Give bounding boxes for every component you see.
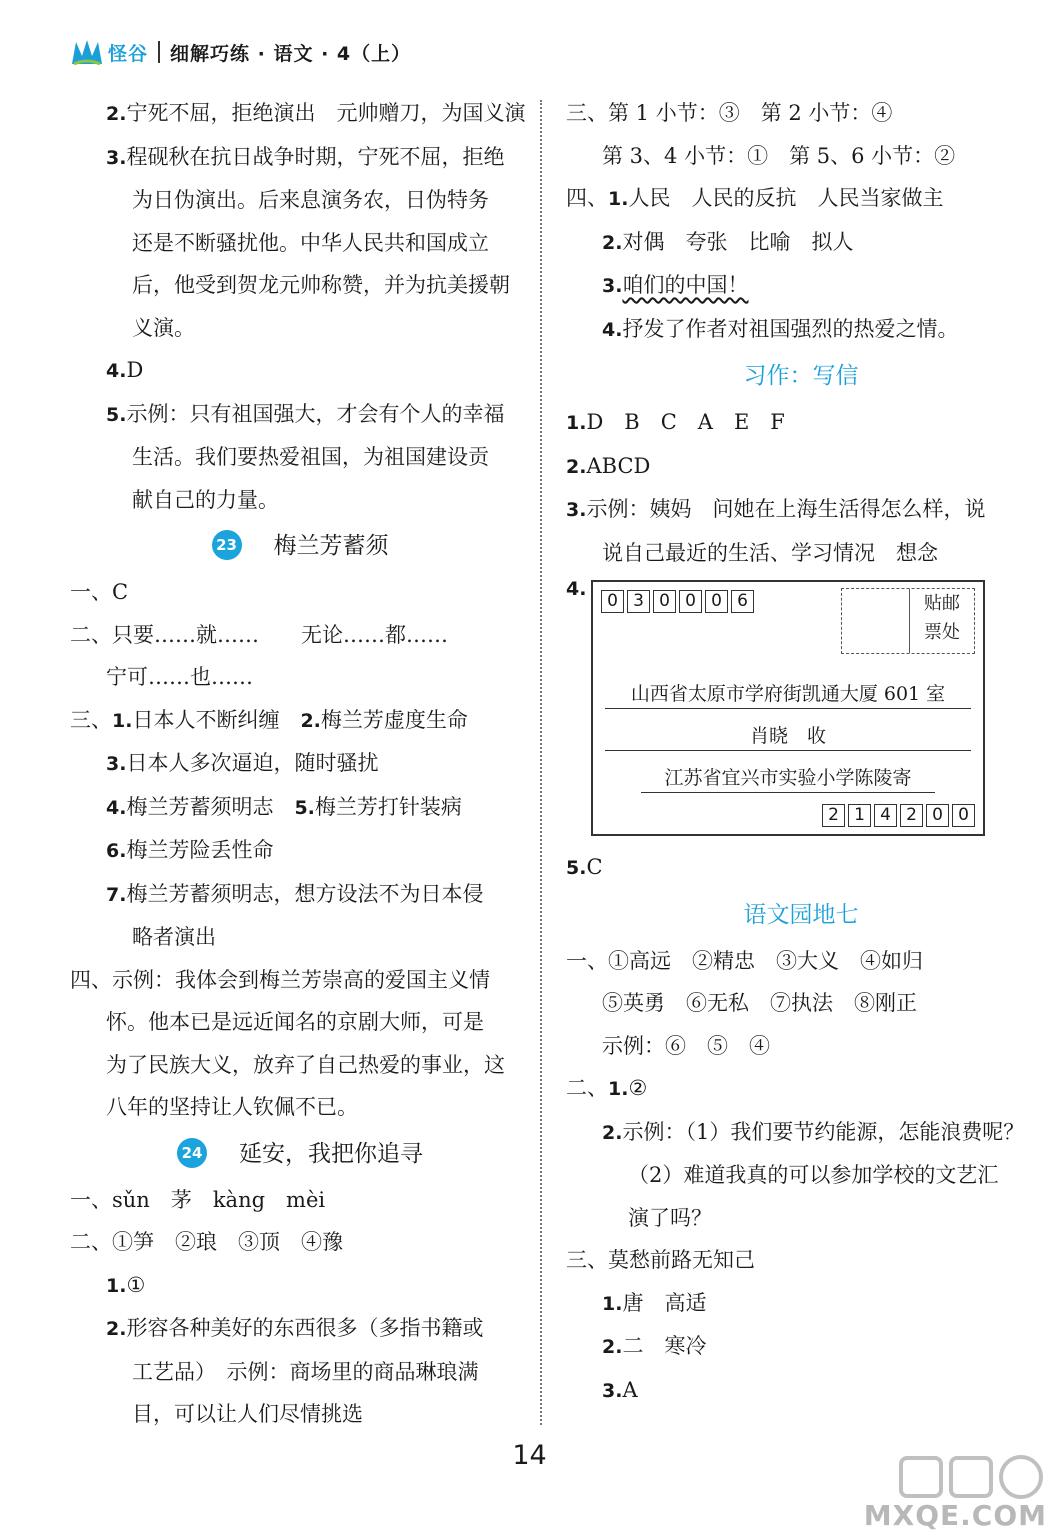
answer-text: 梅兰芳蓄须明志，想方设法不为日本侵 (126, 881, 484, 906)
recipient-postcode (601, 590, 754, 613)
answer-number: 3. (566, 499, 587, 521)
answer-number: 1. (608, 188, 629, 210)
answer-text: 为日伪演出。后来息演务农，日伪特务 (132, 188, 489, 212)
sender-address: 江苏省宜兴市实验小学陈陵寄 (641, 764, 935, 793)
answer-line (566, 1025, 1036, 1068)
answer-text: C (586, 855, 603, 879)
answer-text: 目，可以让人们尽情挑选 (132, 1402, 363, 1426)
postcode-digit: 3 (627, 590, 650, 613)
answer-text: 还是不断骚扰他。中华人民共和国成立 (132, 230, 489, 255)
answer-line (70, 349, 530, 393)
answer-line (70, 742, 530, 786)
postcode-digit: 2 (900, 804, 923, 827)
envelope (591, 580, 985, 836)
answer-line (70, 179, 530, 222)
lesson-number-badge: 23 (212, 530, 242, 560)
watermark-text: MXQE.COM (863, 1499, 1047, 1532)
section-title (566, 890, 1036, 940)
answer-text: 四、示例：我体会到梅兰芳崇高的爱国主义情 (70, 967, 490, 992)
postcode-digit: 0 (926, 804, 949, 827)
answer-number: 3. (106, 146, 127, 169)
answer-line (566, 1067, 1036, 1111)
answer-text: 梅兰芳险丢性命 (126, 838, 274, 862)
answer-text: 演了吗？ (628, 1205, 712, 1230)
answer-line (70, 92, 530, 136)
answer-line (566, 135, 1036, 178)
answer-line (70, 614, 530, 657)
answer-line (566, 264, 1036, 308)
header-divider (158, 41, 160, 63)
postcode-digit: 1 (848, 804, 871, 827)
right-column (566, 92, 1036, 1412)
answer-text: 宁可……也…… (106, 665, 253, 689)
answer-number: 7. (106, 883, 127, 906)
answer-number: 2. (566, 455, 587, 478)
postcode-digit: 0 (601, 590, 624, 613)
answer-number: 4. (106, 796, 127, 819)
answer-text: 怀。他本已是远近闻名的京剧大师，可是 (106, 1010, 484, 1034)
answer-number: 1. (608, 1078, 629, 1100)
answer-line (566, 221, 1036, 265)
postcode-digit: 0 (653, 590, 676, 613)
page-header (70, 32, 411, 72)
answer-text: D (126, 358, 144, 382)
answer-text: 示例：⑥ ⑤ ④ (602, 1033, 770, 1058)
answer-line (70, 393, 530, 437)
answer-text: 二 寒冷 (622, 1334, 707, 1358)
section-title-text: 延安，我把你追寻 (239, 1140, 423, 1167)
answer-text: ABCD (586, 453, 651, 478)
answer-text: 四、 (566, 186, 608, 210)
answer-line (70, 1001, 530, 1044)
answer-number: 5. (294, 796, 315, 819)
answer-line (70, 656, 530, 699)
answer-text: 二、①笋 ②琅 ③顶 ④豫 (70, 1230, 343, 1254)
answer-line (566, 982, 1036, 1025)
logo-text: 怪谷 (108, 42, 149, 65)
answer-line (70, 1307, 530, 1351)
answer-line (70, 1179, 530, 1222)
answer-line (70, 264, 530, 307)
envelope-answer (566, 574, 1036, 846)
answer-text: 略者演出 (132, 925, 216, 949)
answer-line (566, 1154, 1036, 1197)
answer-number: 2. (602, 1121, 623, 1144)
answer-line (70, 307, 530, 350)
answer-number: 5. (106, 403, 127, 426)
answer-text: 唐 高适 (622, 1290, 707, 1315)
page-number: 14 (512, 1440, 547, 1471)
answer-line (566, 1197, 1036, 1240)
answer-line (70, 222, 530, 265)
answer-line (566, 401, 1036, 445)
answer-text: 日本人不断纠缠 (132, 707, 301, 732)
answer-text: （2）难道我真的可以参加学校的文艺汇 (628, 1163, 999, 1187)
answer-line (566, 308, 1036, 352)
section-title (70, 521, 530, 571)
answer-line (566, 1282, 1036, 1326)
answer-text: ② (628, 1076, 648, 1100)
answer-line (566, 532, 1036, 575)
section-title-text: 语文园地七 (743, 901, 859, 928)
answer-line (566, 488, 1036, 532)
answer-number: 2. (602, 231, 623, 254)
answer-text: ⑤英勇 ⑥无私 ⑦执法 ⑧刚正 (602, 991, 917, 1015)
answer-text: 三、第 1 小节：③ 第 2 小节：④ (566, 101, 893, 125)
answer-line (70, 1393, 530, 1436)
answer-number: 5. (566, 857, 587, 879)
answer-number: 6. (106, 840, 127, 862)
answer-text: 梅兰芳蓄须明志 (126, 794, 295, 819)
answer-line (70, 916, 530, 959)
answer-number: 4. (566, 578, 587, 600)
postcode-digit: 0 (679, 590, 702, 613)
answer-text: 三、 (70, 707, 112, 732)
answer-text: 对偶 夸张 比喻 拟人 (622, 229, 854, 254)
answer-text: 生活。我们要热爱祖国，为祖国建设贡 (132, 445, 489, 469)
answer-text: 抒发了作者对祖国强烈的热爱之情。 (622, 316, 959, 341)
postcode-digit: 4 (874, 804, 897, 827)
answer-text: 一、①高远 ②精忠 ③大义 ④如归 (566, 948, 923, 973)
answer-line (566, 177, 1036, 221)
recipient-address: 山西省太原市学府街凯通大厦 601 室 (605, 680, 971, 709)
left-column (70, 92, 530, 1436)
lesson-number-badge: 24 (177, 1138, 207, 1168)
answer-text: 第 3、4 小节：① 第 5、6 小节：② (602, 143, 956, 168)
answer-text: 一、sǔn 茅 kàng mèi (70, 1187, 326, 1212)
answer-text: 后，他受到贺龙元帅称赞，并为抗美援朝 (132, 273, 510, 297)
answer-text: 程砚秋在抗日战争时期，宁死不屈，拒绝 (126, 144, 505, 169)
postcode-digit: 0 (705, 590, 728, 613)
answer-line (70, 829, 530, 873)
answer-text: 义演。 (132, 315, 195, 340)
answer-text: 说自己最近的生活、学习情况 想念 (602, 540, 938, 565)
answer-text: 示例：只有祖国强大，才会有个人的幸福 (126, 401, 505, 426)
answer-number: 2. (106, 1318, 127, 1340)
answer-line (70, 571, 530, 614)
answer-line (566, 940, 1036, 983)
section-title (70, 1129, 530, 1179)
answer-line (566, 846, 1036, 890)
answer-number: 3. (602, 1379, 623, 1402)
postcode-digit: 0 (952, 804, 975, 827)
answer-text: 日本人多次逼迫，随时骚扰 (126, 751, 379, 775)
answer-text: 梅兰芳虚度生命 (320, 707, 468, 732)
answer-line (70, 1221, 530, 1264)
answer-text: 示例：（1）我们要节约能源，怎能浪费呢？ (622, 1119, 1025, 1144)
answer-text: 献自己的力量。 (132, 487, 279, 512)
answer-line (566, 1111, 1036, 1155)
answer-number: 1. (602, 1292, 623, 1315)
answer-number: 2. (106, 103, 127, 125)
answer-line (70, 786, 530, 830)
answer-line (70, 699, 530, 743)
answer-number: 1. (106, 1274, 127, 1297)
answer-text: 二、只要……就…… 无论……都…… (70, 622, 448, 647)
answer-line (566, 92, 1036, 135)
recipient-name: 肖晓 收 (605, 722, 971, 751)
answer-number: 4. (602, 318, 623, 341)
answer-line (70, 1351, 530, 1394)
postcode-digit: 6 (731, 590, 754, 613)
answer-line (566, 1325, 1036, 1369)
answer-number: 2. (300, 709, 321, 732)
answer-text: 人民 人民的反抗 人民当家做主 (628, 186, 944, 210)
section-title-text: 习作：写信 (743, 363, 859, 389)
answer-text: 形容各种美好的东西很多（多指书籍或 (126, 1316, 484, 1340)
watermark (863, 1452, 1047, 1532)
book-logo-icon (70, 38, 104, 66)
answer-text: ① (126, 1272, 146, 1297)
answer-line (70, 1086, 530, 1129)
watermark-logo-icon (897, 1452, 1047, 1502)
answer-line (70, 479, 530, 522)
stamp-area (841, 588, 975, 654)
answer-text: 三、莫愁前路无知己 (566, 1248, 755, 1272)
answer-text: 二、 (566, 1076, 608, 1100)
postcode-digit: 2 (822, 804, 845, 827)
answer-number: 3. (602, 275, 623, 297)
answer-line (566, 1369, 1036, 1413)
book-title: 细解巧练 · 语文 · 4（上） (170, 42, 412, 65)
answer-line (70, 959, 530, 1002)
answer-line (70, 136, 530, 180)
answer-text: 梅兰芳打针装病 (314, 794, 462, 819)
answer-number: 1. (112, 709, 133, 732)
answer-line (70, 1044, 530, 1087)
section-title-text: 梅兰芳蓄须 (273, 533, 389, 559)
answer-number: 4. (106, 360, 127, 382)
answer-number: 1. (566, 412, 587, 434)
answer-text: 一、C (70, 580, 129, 604)
stamp-label: 贴邮 票处 (909, 589, 974, 653)
answer-text: 宁死不屈，拒绝演出 元帅赠刀，为国义演 (126, 101, 526, 125)
answer-text: A (622, 1377, 638, 1402)
answer-line (70, 436, 530, 479)
sender-postcode (822, 804, 975, 827)
answer-number: 2. (602, 1336, 623, 1358)
answer-text: 咱们的中国！ (622, 273, 749, 297)
answer-text: 八年的坚持让人钦佩不已。 (106, 1095, 358, 1119)
answer-line (70, 1264, 530, 1308)
column-divider (540, 100, 542, 1425)
answer-line (70, 873, 530, 917)
section-title (566, 351, 1036, 401)
answer-number: 3. (106, 753, 127, 775)
answer-text: 示例：姨妈 问她在上海生活得怎么样，说 (586, 497, 986, 521)
answer-text: 为了民族大义，放弃了自己热爱的事业，这 (106, 1052, 505, 1077)
answer-text: D B C A E F (586, 410, 785, 434)
answer-line (566, 445, 1036, 489)
answer-text: 工艺品） 示例：商场里的商品琳琅满 (132, 1359, 479, 1384)
answer-line (566, 1239, 1036, 1282)
